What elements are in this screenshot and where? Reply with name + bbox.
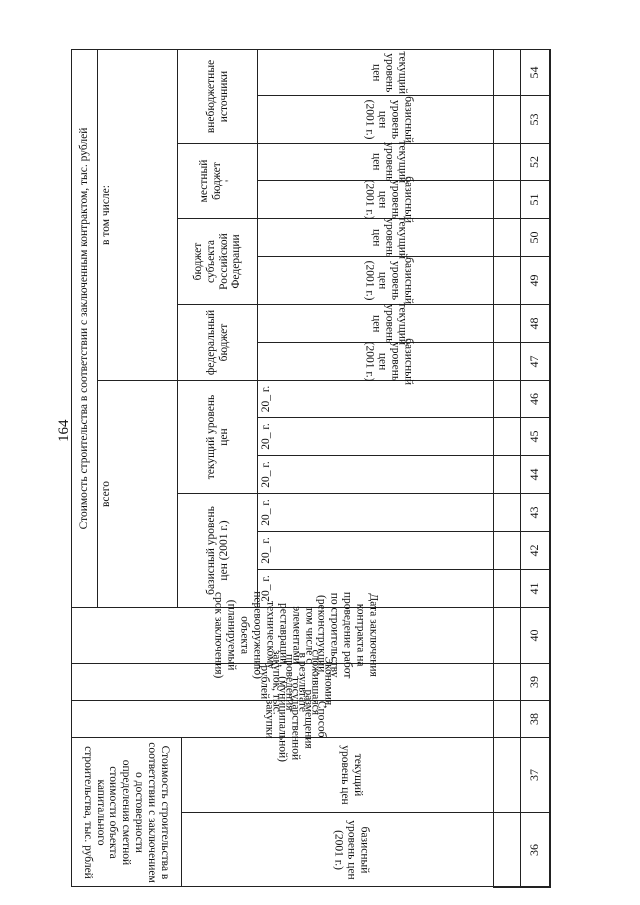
data-row-column-divider (493, 455, 551, 456)
year-col46-text: 20_ г. (260, 385, 272, 413)
header-including-text: в том числе: (100, 185, 112, 245)
header-col37-text: текущий уровень цен (339, 745, 364, 805)
data-rows-bottom-edge (493, 887, 551, 888)
colnum-42: 42 (521, 531, 550, 569)
colnum-49: 49 (521, 256, 550, 304)
colnum-54: 54 (521, 49, 550, 95)
data-rows-top-edge (493, 49, 551, 50)
year-col41-text: 20_ г. (260, 575, 272, 602)
colnum-40: 40 (521, 607, 550, 663)
colnum-46: 46 (521, 380, 550, 417)
header-local-text: местный бюджет (198, 159, 224, 203)
year-col45-text: 20_ г. (260, 423, 272, 450)
colnum-52: 52 (521, 143, 550, 180)
data-row-column-divider (493, 256, 551, 257)
data-row-column-divider (493, 569, 551, 570)
colnum-53: 53 (521, 95, 550, 143)
header-col38-text: Способ размещения государственной (муниципальной) закупки (264, 676, 328, 762)
colnum-37: 37 (521, 737, 550, 812)
data-row-column-divider (493, 700, 551, 701)
base-col53-text: базисный уровень цен (2001 г.) (364, 96, 415, 143)
year-col44-text: 20_ г. (260, 461, 272, 488)
rotated-form-table (71, 49, 550, 887)
data-rows-area (550, 49, 551, 888)
current-col48-text: текущий уровень цен (370, 302, 409, 345)
data-row-column-divider (493, 143, 551, 144)
header-local-mark: ' (223, 179, 236, 183)
colnum-51: 51 (521, 180, 550, 218)
year-col43-text: 20_ г. (260, 499, 272, 526)
header-col39-text: Экономия, сложившаяся в результате проведения закупок, тыс. рублей (257, 649, 335, 715)
base-col49-text: базисный уровень цен (2001 г.) (364, 257, 415, 304)
data-row-column-divider (493, 663, 551, 664)
base-col47-text: базисный уровень цен (2001 г.) (364, 338, 415, 385)
colnum-41: 41 (521, 569, 550, 607)
data-row-column-divider (493, 342, 551, 343)
data-row-column-divider (493, 380, 551, 381)
data-row-column-divider (493, 493, 551, 494)
header-col36-text: базисный уровень цен (2001 г.) (332, 820, 371, 880)
year-col42-text: 20_ г. (260, 537, 272, 564)
header-total-text: всего (100, 481, 112, 507)
colnum-39: 39 (521, 663, 550, 700)
data-row-column-divider (493, 180, 551, 181)
data-row-column-divider (493, 95, 551, 96)
header-col40-text: Дата заключения контракта на проведение работ по строительству (реконструкции, том числе с элементами реставрации, техническому перевооружению) объекта (планируемый срок заключения) (212, 591, 380, 680)
colnum-48: 48 (521, 304, 550, 342)
base-col51-text: базисный уровень цен (2001 г.) (364, 176, 415, 223)
current-col50-text: текущий уровень цен (370, 216, 409, 259)
header-contract-group-text: Стоимость строительства в соответствии с заключенным контрактом, тыс. рублей (77, 127, 90, 530)
data-row-column-divider (493, 531, 551, 532)
header-regional-text: бюджет субъекта Российской Федерации (191, 233, 243, 290)
header-total-base-text: базисный уровень цен (2001 г.) (204, 506, 230, 595)
current-col54-text: текущий уровень цен (370, 51, 409, 94)
data-row-column-divider (493, 218, 551, 219)
current-col52-text: текущий уровень цен (370, 140, 409, 184)
colnum-45: 45 (521, 417, 550, 455)
page-number: 164 (56, 419, 72, 442)
header-offbudget-text: внебюджетные источники (204, 59, 230, 134)
header-total-current-text: текущий уровень цен (204, 394, 230, 480)
data-row-column-divider (493, 737, 551, 738)
data-row-column-divider (493, 417, 551, 418)
header-federal-text: федеральный бюджет (204, 309, 230, 376)
colnum-47: 47 (521, 342, 550, 380)
colnum-44: 44 (521, 455, 550, 493)
colnum-38: 38 (521, 700, 550, 737)
header-estimate-group-text: Стоимость строительства в соответствии с заключением о достоверности определения сметной стоимости объекта капитального строительства, тыс. рублей (81, 742, 172, 883)
data-row-divider-2 (493, 49, 494, 888)
data-row-column-divider (493, 304, 551, 305)
table-frame (71, 49, 550, 887)
data-row-column-divider (493, 607, 551, 608)
data-row-divider-1 (520, 49, 521, 888)
data-row-column-divider (493, 812, 551, 813)
colnum-50: 50 (521, 218, 550, 256)
colnum-36: 36 (521, 812, 550, 887)
colnum-43: 43 (521, 493, 550, 531)
